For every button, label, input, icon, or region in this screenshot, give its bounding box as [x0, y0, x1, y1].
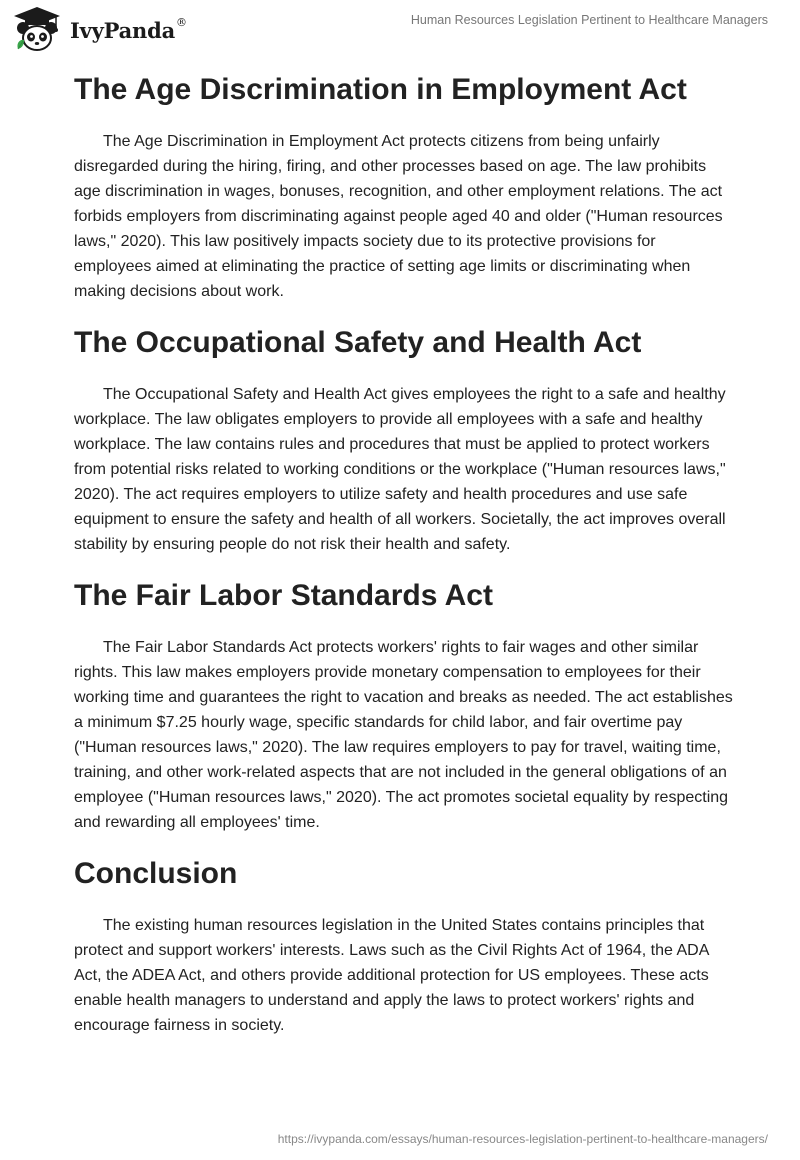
section-heading: The Occupational Safety and Health Act — [74, 326, 642, 359]
panda-graduate-icon — [10, 5, 64, 55]
section-heading: Conclusion — [74, 857, 238, 890]
section-paragraph: The Age Discrimination in Employment Act protects citizens from being unfairly disregarded during the hiring, firing, and other processes based on age. The law prohibits age discrimination in wages, bonuses, recognition, and other employment relations. The act forbids employers from discriminating against people aged 40 and older ("Human resources laws," 2020). This law positively impacts society due to its protective provisions for employees aimed at eliminating the practice of setting age limits or discriminating when making decisions about work. — [74, 133, 723, 300]
section-paragraph: The existing human resources legislation in the United States contains principles that protect and support workers' interests. Laws such as the Civil Rights Act of 1964, the ADA Act, the ADEA Act, and others provide additional protection for US employees. These acts enable health managers to understand and apply the laws to protect workers' rights and encourage fairness in society. — [74, 917, 709, 1034]
section-paragraph: The Occupational Safety and Health Act gives employees the right to a safe and healthy workplace. The law obligates employers to provide all employees with a safe and healthy workplace. The law contains rules and procedures that must be applied to protect workers from potential risks related to working conditions or the workplace ("Human resources laws," 2020). The act requires employers to utilize safety and health procedures and use safe equipment to ensure the safety and health of all workers. Societally, the act improves overall stability by ensuring people do not risk their health and safety. — [74, 386, 726, 553]
section-heading: The Fair Labor Standards Act — [74, 579, 493, 612]
section-heading: The Age Discrimination in Employment Act — [74, 73, 687, 106]
essay-body — [74, 64, 734, 1051]
brand-name: IvyPanda® — [70, 15, 187, 43]
document-title: Human Resources Legislation Pertinent to Healthcare Managers — [410, 13, 768, 27]
registered-mark: ® — [176, 15, 187, 29]
source-url[interactable]: https://ivypanda.com/essays/human-resources-legislation-pertinent-to-healthcare-managers/ — [277, 1132, 768, 1146]
section-paragraph: The Fair Labor Standards Act protects workers' rights to fair wages and other similar rights. This law makes employers provide monetary compensation to employees for their working time and guarantees the right to vacation and breaks as needed. The act establishes a minimum $7.25 hourly wage, specific standards for child labor, and fair overtime pay ("Human resources laws," 2020). The law requires employers to pay for travel, waiting time, training, and other work-related aspects that are not included in the general obligations of an employee ("Human resources laws," 2020). The act promotes societal equality by respecting and rewarding all employees' time. — [74, 639, 733, 831]
section-conclusion — [74, 848, 734, 1038]
section-flsa — [74, 570, 734, 835]
section-adea — [74, 64, 734, 304]
ivypanda-logo[interactable] — [10, 5, 187, 55]
page-header — [0, 0, 800, 60]
section-osha — [74, 317, 734, 557]
